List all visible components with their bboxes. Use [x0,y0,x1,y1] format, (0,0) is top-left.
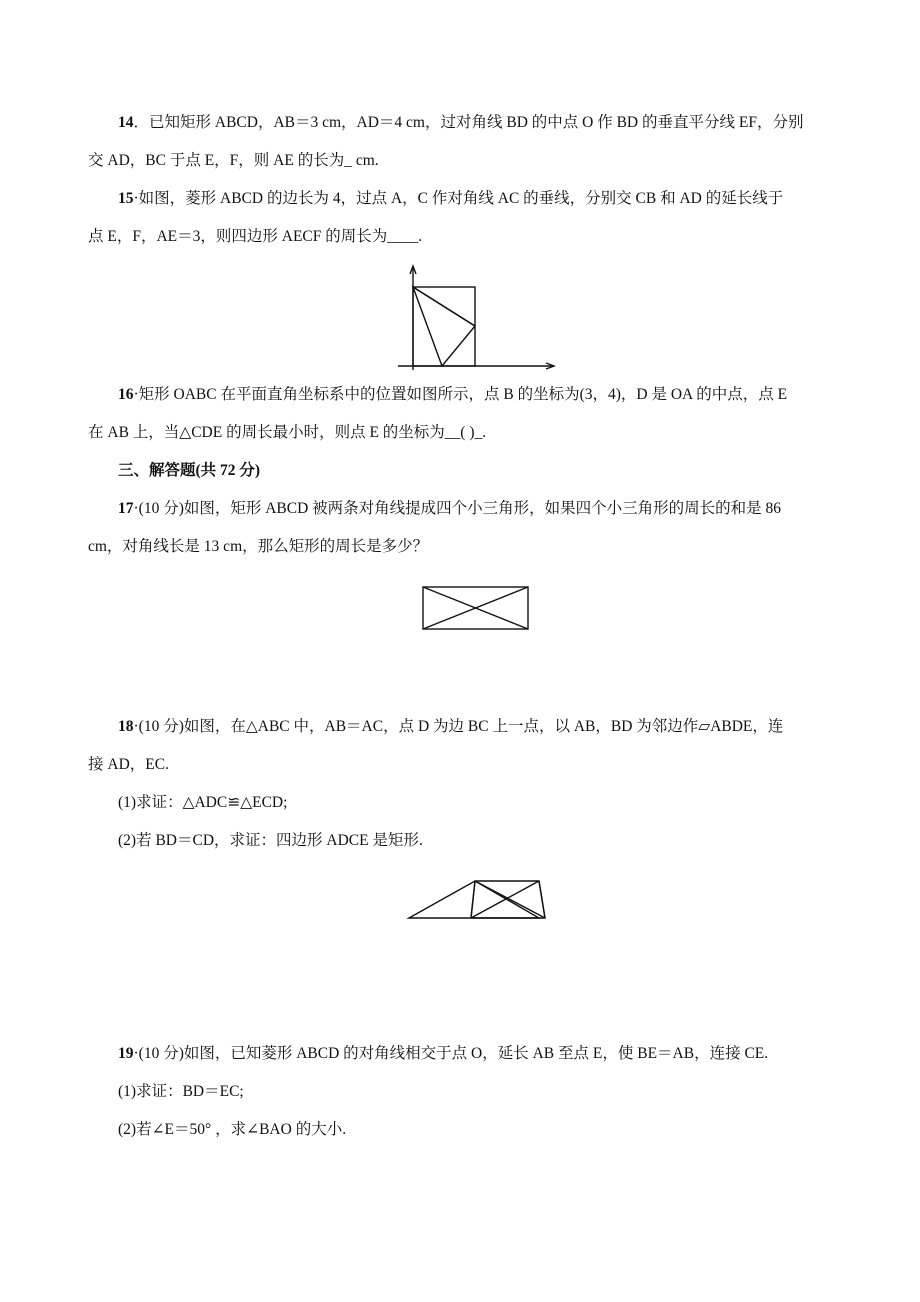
figure-q16 [392,262,572,386]
segment-ad [471,881,475,918]
q19-part1-text: (1)求证：BD＝EC; [118,1083,244,1100]
q15-line1 [118,188,783,210]
q18-line1 [118,716,783,738]
q15-number: 15 [118,190,134,207]
segment-ce [413,287,475,326]
q17-line1 [118,498,781,520]
triangle-cde [413,287,475,366]
q16-number: 16 [118,386,134,403]
q14-line1 [118,112,803,134]
q14-line2 [88,150,379,172]
section-3-title: 三、解答题(共 72 分) [118,462,261,479]
rectangle-oabc [413,287,475,366]
q14-text2: 交 AD，BC 于点 E，F，则 AE 的长为_ cm. [88,152,379,169]
section-3-heading [118,460,260,482]
q19-part2 [118,1119,346,1141]
q18-text1: ·(10 分)如图，在△ABC 中，AB＝AC，点 D 为边 BC 上一点，以 AB，BD 为邻边作▱ABDE，连 [133,718,784,735]
q19-part1 [118,1081,244,1103]
figure-q17 [414,572,554,644]
q19-line1 [118,1043,768,1065]
q17-number: 17 [118,500,134,517]
q16-line1 [118,384,787,406]
q18-number: 18 [118,718,134,735]
segment-ec [539,881,545,918]
q18-part2 [118,830,423,852]
q16-text2: 在 AB 上，当△CDE 的周长最小时，则点 E 的坐标为__( )_. [88,424,487,441]
q18-part1 [118,792,287,814]
q14-text1: ．已知矩形 ABCD，AB＝3 cm，AD＝4 cm，过对角线 BD 的中点 O 作 BD 的垂直平分线 EF，分别 [133,114,804,131]
figure-q18 [400,864,560,936]
segment-ac [475,881,545,918]
q17-text2: cm，对角线长是 13 cm，那么矩形的周长是多少？ [88,538,429,555]
q18-text2: 接 AD，EC. [88,756,169,773]
q19-part2-text: (2)若∠E＝50° ，求∠BAO 的大小. [118,1121,347,1138]
q19-text1: ·(10 分)如图，已知菱形 ABCD 的对角线相交于点 O，延长 AB 至点 E，使 BE＝AB，连接 CE. [133,1045,769,1062]
q17-text1: ·(10 分)如图，矩形 ABCD 被两条对角线提成四个小三角形，如果四个小三角形的周长的和是 86 [133,500,782,517]
q17-line2 [88,536,428,558]
q18-line2 [88,754,169,776]
q19-number: 19 [118,1045,134,1062]
q18-part1-text: (1)求证：△ADC≌△ECD; [118,794,288,811]
q15-text1: ·如图，菱形 ABCD 的边长为 4，过点 A，C 作对角线 AC 的垂线，分别交 CB 和 AD 的延长线于 [133,190,784,207]
q15-text2: 点 E，F，AE＝3，则四边形 AECF 的周长为____. [88,228,423,245]
q15-line2 [88,226,422,248]
q18-part2-text: (2)若 BD＝CD，求证：四边形 ADCE 是矩形. [118,832,423,849]
q16-text1: ·矩形 OABC 在平面直角坐标系中的位置如图所示，点 B 的坐标为(3，4)，D 是 OA 的中点，点 E [133,386,788,403]
q14-number: 14 [118,114,134,131]
q16-line2 [88,422,486,444]
